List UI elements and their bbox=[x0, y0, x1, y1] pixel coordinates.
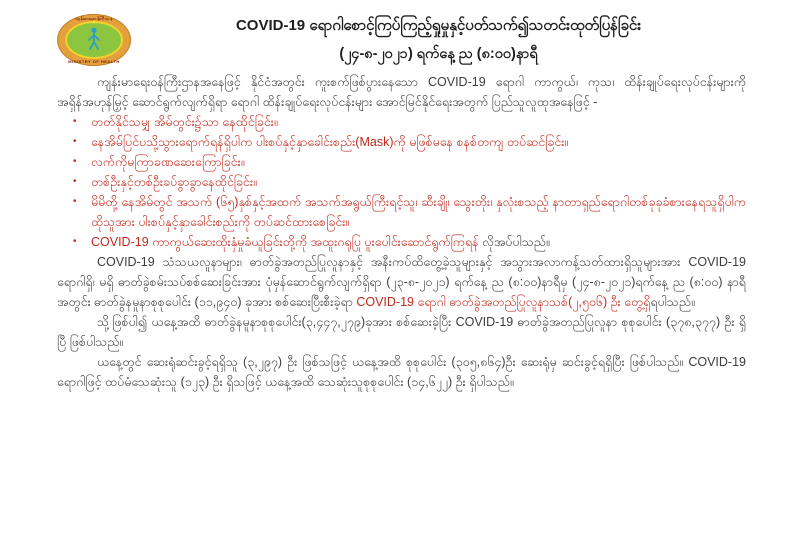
new-cases-highlight: COVID-19 ရောဂါ ဓာတ်ခွဲအတည်ပြုလူနာသစ်(၂,၅၀၆) ဦး တွေ့ရှိ bbox=[356, 295, 651, 309]
bullet-icon: • bbox=[73, 156, 77, 167]
bullet-text: မိမိတို့ နေအိမ်တွင် အသက် (၆၅)နှစ်နှင့်အထက် အသက်အရွယ်ကြီးရင့်သူ၊ ဆီးချို၊ သွေးတိုး၊ နှလုံးစသည့် နာတာရှည်ရောဂါတစ်ခုခုခံစားနေရသူရှိပါက ထိုသူအား ပါးစပ်နှင့်နှာခေါင်းစည်းကို တပ်ဆင်ထားစေခြင်း။ bbox=[91, 195, 746, 229]
bullet-item-wear-mask bbox=[57, 132, 746, 152]
logo-bottom-arc-text: MINISTRY OF HEALTH bbox=[68, 59, 120, 64]
bullet-item-protect-elderly bbox=[57, 192, 746, 232]
testing-text-tail: ရပါသည်။ bbox=[650, 295, 695, 309]
bullet-icon: • bbox=[73, 136, 77, 147]
bullet-item-social-distance bbox=[57, 172, 746, 192]
bullet-text: လက်ကိုမကြာခဏဆေးကြောခြင်း။ bbox=[91, 155, 245, 169]
bullet-item-vaccination bbox=[57, 232, 746, 252]
bullet-item-wash-hands bbox=[57, 152, 746, 172]
testing-text-lead: COVID-19 သံသယလူနာများ၊ ဓာတ်ခွဲအတည်ပြုလူနာနှင့် အနီးကပ်ထိတွေ့ခဲ့သူများနှင့် အသွားအလာကန့်သတ်ထားရှိသူများအား COVID-19 ရောဂါရှိ၊ မရှိ ဓာတ်ခွဲစမ်းသပ်စစ်ဆေးခြင်းအား ပုံမှန်ဆောင်ရွက်လျက်ရှိရာ (၂၃-၈-၂၀၂၁) ရက်နေ့ ည (၈:၀၀)နာရီမှ (၂၄-၈-၂၀၂၁)ရက်နေ့ ည (၈:၀၀) နာရီအတွင်း ဓာတ်ခွဲနမူနာစုစုပေါင်း (၁၁,၉၄၀) ခုအား စစ်ဆေးပြီးစီးခဲ့ရာ bbox=[57, 255, 746, 309]
bullet-text: နေအိမ်ပြင်ပသို့သွားရောက်ရန်ရှိပါက ပါးစပ်နှင့်နှာခေါင်းစည်း(Mask)ကို မဖြစ်မနေ စနစ်တကျ တပ်ဆင်ခြင်း။ bbox=[91, 135, 569, 149]
bullet-text-black-segment: လိုအပ်ပါသည်။ bbox=[478, 235, 550, 249]
report-datetime: (၂၄-၈-၂၀၂၁) ရက်နေ့ ည (၈:၀၀)နာရီ bbox=[339, 46, 538, 62]
bullet-icon: • bbox=[73, 176, 77, 187]
testing-paragraph bbox=[57, 252, 746, 312]
page-title: COVID-19 ရောဂါစောင့်ကြပ်ကြည့်ရှုမှုနှင့်ပတ်သက်၍သတင်းထုတ်ပြန်ခြင်း bbox=[235, 17, 642, 34]
bullet-text bbox=[91, 232, 746, 252]
cumulative-paragraph: သို့ဖြစ်ပါ၍ ယနေ့အထိ ဓာတ်ခွဲနမူနာစုစုပေါင်း(၃,၄၄၇,၂၇၉)ခုအား စစ်ဆေးခဲ့ပြီး COVID-19 ဓာတ်ခွဲအတည်ပြုလူနာ စုစုပေါင်း (၃၇၈,၃၇၇) ဦး ရှိပြီ ဖြစ်ပါသည်။ bbox=[57, 315, 746, 349]
star-icon: ★ bbox=[91, 20, 97, 26]
bullet-icon: • bbox=[73, 116, 77, 127]
logo-top-arc-text: ကျန်းမာရေးဝန်ကြီးဌာန bbox=[75, 16, 113, 21]
outcomes-paragraph: ယနေ့တွင် ဆေးရုံဆင်းခွင့်ရရှိသူ (၃,၂၉၇) ဦး ဖြစ်သဖြင့် ယနေ့အထိ စုစုပေါင်း (၃၀၅,၈၆၄)ဦး ဆေးရုံမှ ဆင်းခွင့်ရရှိပြီး ဖြစ်ပါသည်။ COVID-19 ရောဂါဖြင့် ထပ်မံသေဆုံးသူ (၁၂၃) ဦး ရှိသဖြင့် ယနေ့အထိ သေဆုံးသူစုစုပေါင်း (၁၄,၆၂၂) ဦး ရှိပါသည်။ bbox=[57, 355, 746, 389]
bullet-item-stay-home bbox=[57, 112, 746, 132]
bullet-text-red-segment: COVID-19 ကာကွယ်ဆေးထိုးနှံမှုခံယူခြင်းတို့ကို အထူးဂရုပြု ပူးပေါင်းဆောင်ရွက်ကြရန် bbox=[91, 235, 479, 249]
document-header bbox=[57, 14, 746, 66]
ministry-of-health-logo bbox=[57, 14, 131, 66]
bullet-text: တစ်ဦးနှင့်တစ်ဦးခပ်ခွာခွာနေထိုင်ခြင်း။ bbox=[91, 175, 257, 189]
bullet-text: တတ်နိုင်သမျှ အိမ်တွင်း၌သာ နေထိုင်ခြင်း။ bbox=[91, 115, 278, 129]
person-icon bbox=[87, 27, 101, 57]
guidance-bullet-list bbox=[57, 112, 746, 252]
intro-paragraph: ကျန်းမာရေးဝန်ကြီးဌာနအနေဖြင့် နိုင်ငံအတွင်း ကူးစက်ဖြစ်ပွားနေသော COVID-19 ရောဂါ ကာကွယ်၊ ကုသ၊ ထိန်းချုပ်ရေးလုပ်ငန်းများကို အရှိန်အဟုန်မြှင့် ဆောင်ရွက်လျက်ရှိရာ ရောဂါ ထိန်းချုပ်ရေးလုပ်ငန်းများ အောင်မြင်နိုင်ရေးအတွက် ပြည်သူလူထုအနေဖြင့် - bbox=[57, 75, 746, 109]
bullet-icon: • bbox=[73, 236, 77, 247]
bullet-icon: • bbox=[73, 196, 77, 207]
document-title-block bbox=[131, 14, 746, 66]
